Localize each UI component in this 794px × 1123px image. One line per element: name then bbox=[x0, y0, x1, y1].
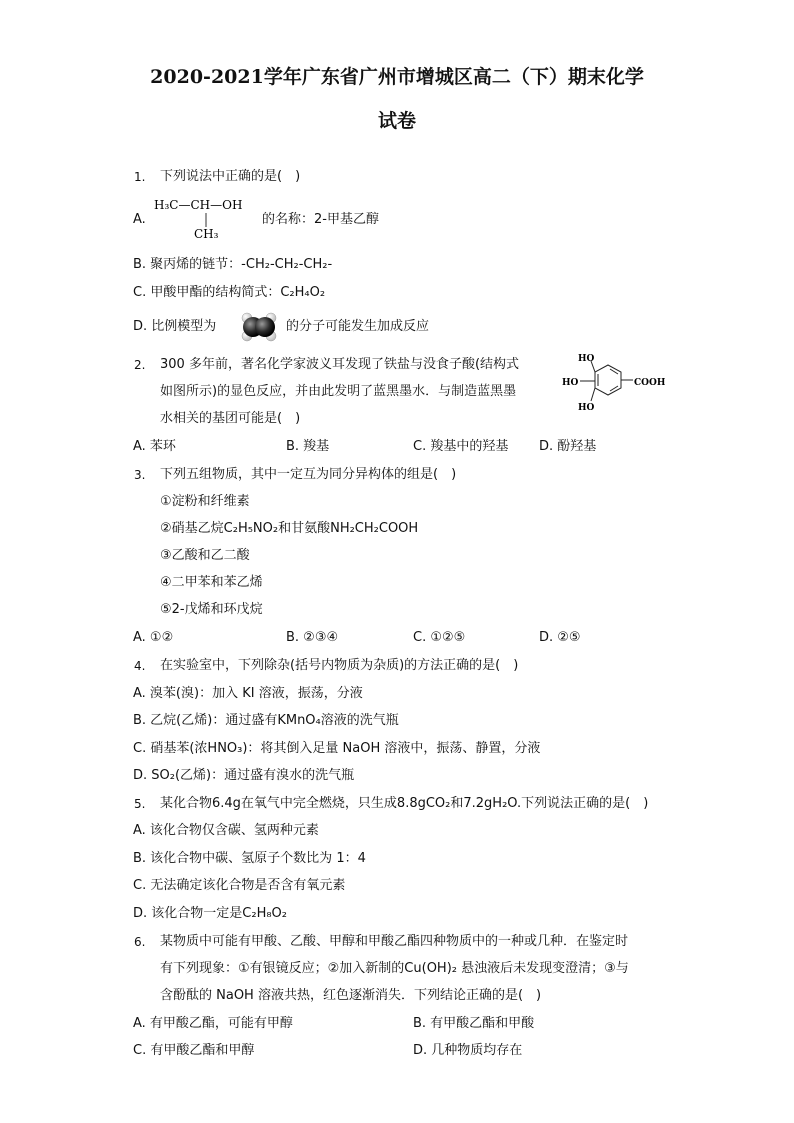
q6-line1: 某物质中可能有甲酸、乙酸、甲醇和甲酸乙酯四种物质中的一种或几种．在鉴定时 bbox=[160, 934, 629, 949]
q1-option-d-text: 的分子可能发生加成反应 bbox=[286, 319, 430, 334]
q3-item-2: ②硝基乙烷C₂H₅NO₂和甘氨酸NH₂CH₂COOH bbox=[160, 521, 419, 536]
q1-option-c: C. 甲酸甲酯的结构简式：C₂H₄O₂ bbox=[133, 285, 326, 300]
q5-option-b: B. 该化合物中碳、氢原子个数比为 1：4 bbox=[133, 851, 366, 866]
q5-number: 5. bbox=[134, 797, 146, 811]
q2-option-d: D. 酚羟基 bbox=[539, 439, 597, 454]
q5-option-a: A. 该化合物仅含碳、氢两种元素 bbox=[133, 823, 319, 838]
q4-option-b: B. 乙烷(乙烯)：通过盛有KMnO₄溶液的洗气瓶 bbox=[133, 713, 399, 728]
q1-option-a-label: A. bbox=[133, 212, 146, 227]
q2-benzene-ring bbox=[580, 361, 633, 401]
q3-stem: 下列五组物质，其中一定互为同分异构体的组是( ) bbox=[160, 467, 457, 482]
q5-stem: 某化合物6.4g在氧气中完全燃烧，只生成8.8gCO₂和7.2gH₂O.下列说法正确的是( ) bbox=[160, 796, 649, 811]
q2-option-a: A. 苯环 bbox=[133, 439, 176, 454]
page-title-line2: 试卷 bbox=[377, 110, 416, 132]
q2-gallic-acid-structure bbox=[560, 347, 670, 419]
q5-option-c: C. 无法确定该化合物是否含有氧元素 bbox=[133, 878, 346, 893]
q3-item-3: ③乙酸和乙二酸 bbox=[160, 548, 250, 563]
q1-number: 1. bbox=[134, 170, 146, 184]
q6-option-d: D. 几种物质均存在 bbox=[413, 1043, 523, 1058]
q3-number: 3. bbox=[134, 468, 146, 482]
q2-struct-cooh: COOH bbox=[634, 378, 666, 388]
q4-option-c: C. 硝基苯(浓HNO₃)：将其倒入足量 NaOH 溶液中，振荡、静置，分液 bbox=[133, 741, 541, 756]
q1-structure-2-propanol bbox=[152, 193, 252, 243]
q2-struct-oh-top: HO bbox=[578, 354, 595, 364]
q2-option-b: B. 羧基 bbox=[286, 439, 330, 454]
q2-option-c: C. 羧基中的羟基 bbox=[413, 439, 509, 454]
q6-line2: 有下列现象：①有银镜反应；②加入新制的Cu(OH)₂ 悬浊液后未发现变澄清；③与 bbox=[160, 961, 629, 976]
q3-item-4: ④二甲苯和苯乙烯 bbox=[160, 575, 263, 590]
q3-option-a: A. ①② bbox=[133, 630, 174, 645]
q1-stem: 下列说法中正确的是( ) bbox=[160, 169, 301, 184]
q3-item-1: ①淀粉和纤维素 bbox=[160, 494, 250, 509]
page-title: 2020-2021学年广东省广州市增城区高二（下）期末化学 bbox=[150, 66, 644, 88]
q2-line1: 300 多年前，著名化学家波义耳发现了铁盐与没食子酸(结构式 bbox=[160, 357, 520, 372]
q1-option-b: B. 聚丙烯的链节：-CH₂-CH₂-CH₂- bbox=[133, 257, 333, 272]
q2-number: 2. bbox=[134, 358, 146, 372]
q3-option-c: C. ①②⑤ bbox=[413, 630, 466, 645]
q1-struct-main: H₃C—CH—OH bbox=[154, 198, 243, 212]
q3-option-b: B. ②③④ bbox=[286, 630, 339, 645]
q3-item-5: ⑤2-戊烯和环戊烷 bbox=[160, 602, 263, 617]
q2-struct-oh-mid: HO bbox=[562, 378, 579, 388]
q4-option-d: D. SO₂(乙烯)：通过盛有溴水的洗气瓶 bbox=[133, 768, 355, 783]
q3-option-d: D. ②⑤ bbox=[539, 630, 581, 645]
q6-option-c: C. 有甲酸乙酯和甲醇 bbox=[133, 1043, 255, 1058]
q4-number: 4. bbox=[134, 659, 146, 673]
q2-line3: 水相关的基团可能是( ) bbox=[160, 411, 301, 426]
q4-option-a: A. 溴苯(溴)：加入 KI 溶液，振荡，分液 bbox=[133, 686, 363, 701]
q5-option-d: D. 该化合物一定是C₂H₈O₂ bbox=[133, 906, 287, 921]
q1-option-d-label: D. 比例模型为 bbox=[133, 319, 217, 334]
q2-struct-oh-bottom: HO bbox=[578, 403, 595, 413]
q6-option-b: B. 有甲酸乙酯和甲酸 bbox=[413, 1016, 535, 1031]
q4-stem: 在实验室中，下列除杂(括号内物质为杂质)的方法正确的是( ) bbox=[160, 658, 519, 673]
q6-option-a: A. 有甲酸乙酯，可能有甲醇 bbox=[133, 1016, 293, 1031]
q6-line3: 含酚酞的 NaOH 溶液共热，红色逐渐消失．下列结论正确的是( ) bbox=[160, 988, 542, 1003]
q6-number: 6. bbox=[134, 935, 146, 949]
q1-struct-methyl: CH₃ bbox=[194, 227, 219, 241]
q1-option-a-text: 的名称：2-甲基乙醇 bbox=[262, 212, 379, 227]
q1-space-filling-model-icon bbox=[238, 311, 280, 343]
q2-line2: 如图所示)的显色反应，并由此发明了蓝黑墨水．与制造蓝黑墨 bbox=[160, 384, 517, 399]
